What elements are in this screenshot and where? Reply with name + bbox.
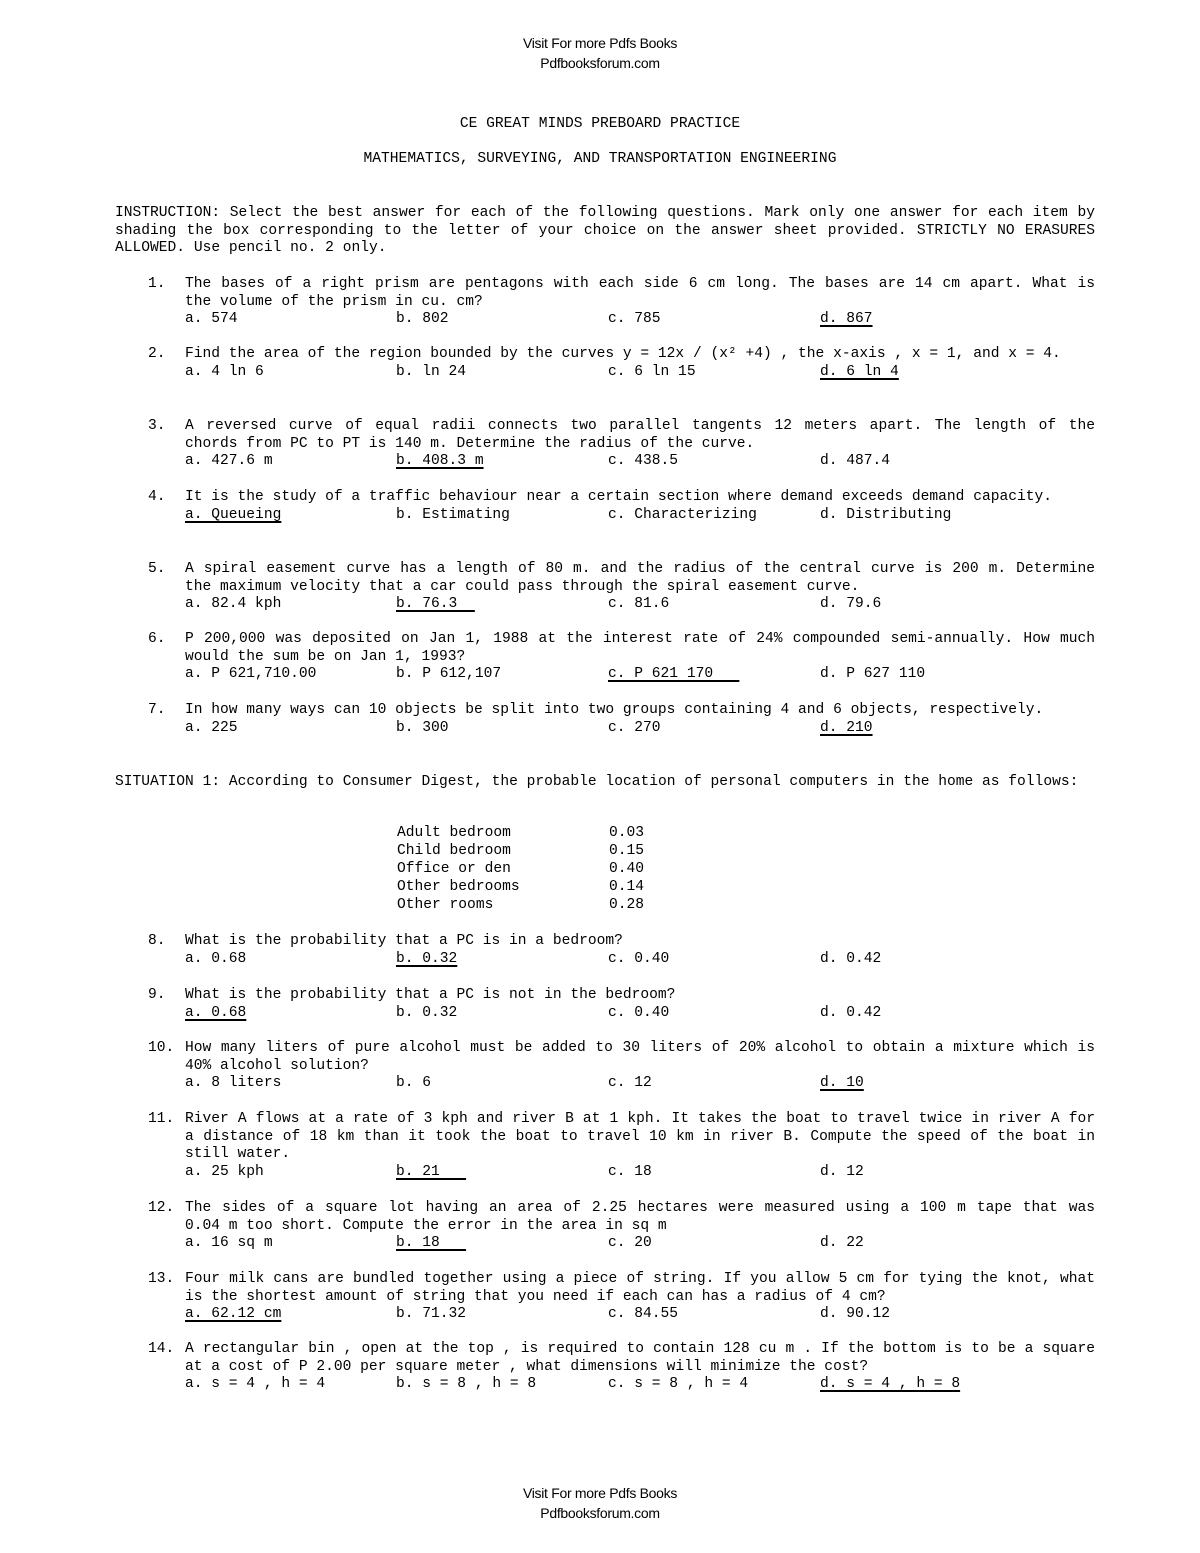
- question-number: 10.: [148, 1040, 175, 1056]
- question-number: 1.: [148, 276, 166, 292]
- answer-choice-correct: a. 62.12 cm: [185, 1306, 282, 1323]
- answer-choice: d. 22: [820, 1235, 864, 1252]
- question-item: [148, 561, 1098, 614]
- answer-choice: c. 438.5: [608, 453, 679, 470]
- question-stem: The bases of a right prism are pentagons with each side 6 cm long. The bases are 14 cm apart. What is the volume of the prism in cu. cm?: [185, 276, 1095, 310]
- question-stem: River A flows at a rate of 3 kph and river B at 1 kph. It takes the boat to travel twice in river A for a distance of 18 km than it took the boat to travel 10 km in river B. Compute the speed of the boat in still water.: [185, 1111, 1095, 1163]
- question-number: 4.: [148, 489, 166, 505]
- table-row: [397, 897, 644, 915]
- question-item: [148, 346, 1098, 382]
- header-line-2: Pdfbooksforum.com: [540, 55, 660, 71]
- location-label: Other bedrooms: [397, 879, 520, 895]
- page-title: CE GREAT MINDS PREBOARD PRACTICE: [459, 116, 741, 132]
- answer-choice-correct: d. 210: [820, 719, 873, 736]
- table-row: [397, 825, 644, 843]
- answer-choice: a. 427.6 m: [185, 453, 273, 470]
- question-number: 13.: [148, 1271, 175, 1287]
- answer-choice: c. 6 ln 15: [608, 363, 696, 380]
- question-stem: It is the study of a traffic behaviour near a certain section where demand exceeds demand capacity.: [185, 489, 1053, 505]
- question-item: [148, 1111, 1098, 1182]
- question-number: 5.: [148, 561, 166, 577]
- instruction-paragraph: INSTRUCTION: Select the best answer for each of the following questions. Mark only one answer for each item by shading the box corresponding to the letter of your choice on the answer sheet provided. STRICTLY NO ERASURES ALLOWED. Use pencil no. 2 only.: [115, 205, 1095, 257]
- answer-choice: c. s = 8 , h = 4: [608, 1376, 749, 1393]
- question-item: [148, 1271, 1098, 1324]
- table-row: [397, 861, 644, 879]
- answer-choice-correct: b. 408.3 m: [396, 453, 484, 470]
- answer-choices: [185, 1306, 1098, 1324]
- location-label: Office or den: [397, 861, 511, 877]
- answer-choice: b. ln 24: [396, 363, 467, 380]
- answer-choices: [185, 1005, 1098, 1023]
- location-table: [397, 825, 644, 915]
- answer-choice-correct: a. 0.68: [185, 1004, 247, 1021]
- question-stem: What is the probability that a PC is not in the bedroom?: [185, 987, 676, 1003]
- question-stem: What is the probability that a PC is in a bedroom?: [185, 933, 623, 949]
- page-subtitle: MATHEMATICS, SURVEYING, AND TRANSPORTATION ENGINEERING: [363, 151, 837, 167]
- question-item: [148, 276, 1098, 329]
- answer-choice: b. s = 8 , h = 8: [396, 1376, 537, 1393]
- answer-choices: [185, 1075, 1098, 1093]
- question-item: [148, 1341, 1098, 1394]
- question-number: 14.: [148, 1341, 175, 1357]
- answer-choice: c. 81.6: [608, 596, 670, 613]
- location-value: 0.40: [609, 861, 645, 877]
- answer-choice: c. 0.40: [608, 950, 670, 967]
- answer-choice: c. 785: [608, 311, 661, 328]
- question-item: [148, 1040, 1098, 1093]
- header-line-1: Visit For more Pdfs Books: [522, 35, 678, 51]
- answer-choice: a. 8 liters: [185, 1075, 282, 1092]
- answer-choice: b. 300: [396, 719, 449, 736]
- answer-choice-correct: b. 21: [396, 1163, 467, 1180]
- question-number: 12.: [148, 1200, 175, 1216]
- answer-choices: [185, 364, 1098, 382]
- answer-choice: d. 0.42: [820, 1004, 882, 1021]
- answer-choice: b. 0.32: [396, 1004, 458, 1021]
- question-number: 8.: [148, 933, 166, 949]
- answer-choice-correct: a. Queueing: [185, 506, 282, 523]
- answer-choice: a. P 621,710.00: [185, 666, 317, 683]
- question-number: 6.: [148, 631, 166, 647]
- answer-choice: a. 82.4 kph: [185, 596, 282, 613]
- table-row: [397, 843, 644, 861]
- question-stem: Four milk cans are bundled together using a piece of string. If you allow 5 cm for tying the knot, what is the shortest amount of string that you need if each can has a radius of 4 cm?: [185, 1271, 1095, 1305]
- answer-choices: [185, 507, 1098, 525]
- answer-choice: c. 270: [608, 719, 661, 736]
- location-value: 0.28: [609, 897, 645, 913]
- question-stem: A reversed curve of equal radii connects two parallel tangents 12 meters apart. The length of the chords from PC to PT is 140 m. Determine the radius of the curve.: [185, 418, 1095, 452]
- answer-choices: [185, 1235, 1098, 1253]
- answer-choices: [185, 1164, 1098, 1182]
- answer-choice: a. 4 ln 6: [185, 363, 264, 380]
- answer-choices: [185, 596, 1098, 614]
- answer-choice-correct: b. 76.3: [396, 596, 475, 613]
- footer-line-1: Visit For more Pdfs Books: [522, 1485, 678, 1501]
- answer-choice: a. 16 sq m: [185, 1235, 273, 1252]
- answer-choice: d. Distributing: [820, 506, 952, 523]
- answer-choice: c. Characterizing: [608, 506, 757, 523]
- answer-choice: b. 6: [396, 1075, 432, 1092]
- answer-choices: [185, 666, 1098, 684]
- answer-choice: d. P 627 110: [820, 666, 926, 683]
- answer-choice: a. 574: [185, 311, 238, 328]
- question-stem: Find the area of the region bounded by the curves y = 12x / (x² +4) , the x-axis , x = 1, and x = 4.: [185, 346, 1061, 362]
- question-item: [148, 631, 1098, 684]
- answer-choice: c. 18: [608, 1163, 652, 1180]
- location-label: Child bedroom: [397, 843, 511, 859]
- table-row: [397, 879, 644, 897]
- question-stem: A rectangular bin , open at the top , is required to contain 128 cu m . If the bottom is to be a square at a cost of P 2.00 per square meter , what dimensions will minimize the cost?: [185, 1341, 1095, 1375]
- answer-choice: b. 802: [396, 311, 449, 328]
- answer-choice-correct: b. 0.32: [396, 950, 458, 967]
- answer-choice: c. 84.55: [608, 1306, 679, 1323]
- answer-choice: a. 225: [185, 719, 238, 736]
- question-number: 11.: [148, 1111, 175, 1127]
- question-stem: In how many ways can 10 objects be split into two groups containing 4 and 6 objects, respectively.: [185, 702, 1044, 718]
- question-number: 9.: [148, 987, 166, 1003]
- location-label: Other rooms: [397, 897, 494, 913]
- location-value: 0.14: [609, 879, 645, 895]
- answer-choice: c. 0.40: [608, 1004, 670, 1021]
- answer-choice-correct: d. 10: [820, 1075, 864, 1092]
- answer-choice: b. Estimating: [396, 506, 510, 523]
- question-item: [148, 1200, 1098, 1253]
- question-item: [148, 418, 1098, 471]
- question-number: 7.: [148, 702, 166, 718]
- answer-choice: b. P 612,107: [396, 666, 502, 683]
- answer-choices: [185, 1376, 1098, 1394]
- answer-choice: d. 12: [820, 1163, 864, 1180]
- answer-choices: [185, 311, 1098, 329]
- question-item: [148, 987, 1098, 1023]
- question-stem: How many liters of pure alcohol must be added to 30 liters of 20% alcohol to obtain a mixture which is 40% alcohol solution?: [185, 1040, 1095, 1074]
- footer-line-2: Pdfbooksforum.com: [540, 1505, 660, 1521]
- answer-choice: c. 12: [608, 1075, 652, 1092]
- answer-choice: d. 79.6: [820, 596, 882, 613]
- answer-choice-correct: d. s = 4 , h = 8: [820, 1376, 961, 1393]
- question-item: [148, 489, 1098, 525]
- answer-choice: d. 0.42: [820, 950, 882, 967]
- question-item: [148, 702, 1098, 738]
- answer-choices: [185, 951, 1098, 969]
- answer-choice: c. 20: [608, 1235, 652, 1252]
- answer-choices: [185, 720, 1098, 738]
- location-label: Adult bedroom: [397, 825, 511, 841]
- answer-choice: d. 487.4: [820, 453, 891, 470]
- question-stem: The sides of a square lot having an area of 2.25 hectares were measured using a 100 m tape that was 0.04 m too short. Compute the error in the area in sq m: [185, 1200, 1095, 1234]
- answer-choice: a. 0.68: [185, 950, 247, 967]
- answer-choice-correct: b. 18: [396, 1235, 467, 1252]
- answer-choice-correct: d. 867: [820, 311, 873, 328]
- answer-choice: a. s = 4 , h = 4: [185, 1376, 326, 1393]
- answer-choice: d. 90.12: [820, 1306, 891, 1323]
- question-stem: A spiral easement curve has a length of 80 m. and the radius of the central curve is 200 m. Determine the maximum velocity that a car could pass through the spiral easement curve.: [185, 561, 1095, 595]
- question-number: 2.: [148, 346, 166, 362]
- answer-choice-correct: c. P 621 170: [608, 666, 740, 683]
- question-item: [148, 933, 1098, 969]
- answer-choice: a. 25 kph: [185, 1163, 264, 1180]
- situation-text: SITUATION 1: According to Consumer Digest, the probable location of personal computers in the home as follows:: [115, 774, 1079, 790]
- question-number: 3.: [148, 418, 166, 434]
- question-stem: P 200,000 was deposited on Jan 1, 1988 at the interest rate of 24% compounded semi-annually. How much would the sum be on Jan 1, 1993?: [185, 631, 1095, 665]
- answer-choice: b. 71.32: [396, 1306, 467, 1323]
- location-value: 0.03: [609, 825, 645, 841]
- answer-choice-correct: d. 6 ln 4: [820, 363, 899, 380]
- location-value: 0.15: [609, 843, 645, 859]
- answer-choices: [185, 453, 1098, 471]
